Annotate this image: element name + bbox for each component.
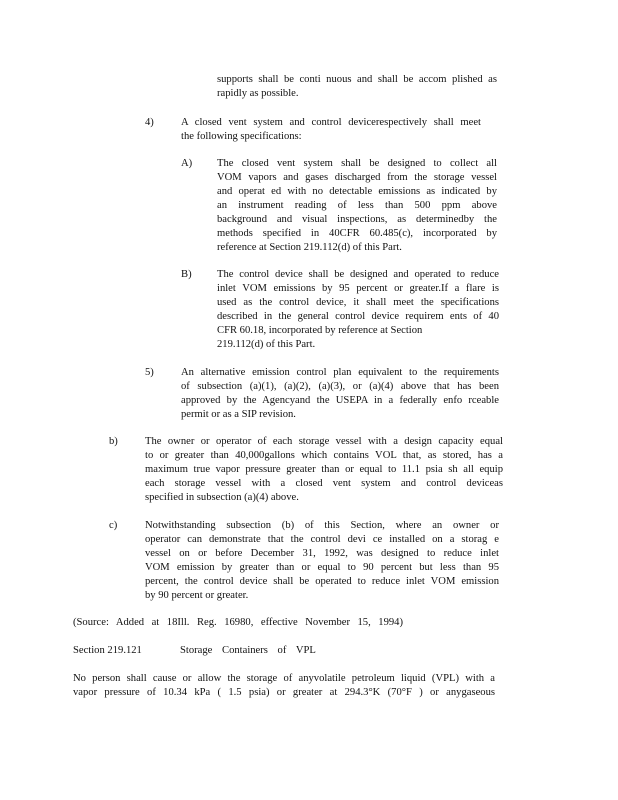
final-paragraph	[73, 672, 495, 700]
item-4-label: 4)	[145, 117, 154, 128]
text-line: the following specifications:	[181, 131, 302, 142]
text-line: The owner or operator of each storage vessel with a design capacity equal	[145, 436, 503, 447]
source-text: (Source: Added at 18Ill. Reg. 16980, effective November 15, 1994)	[73, 617, 403, 628]
text-line: VOM emission by greater than or equal to 90 percent but less than 95	[145, 562, 499, 573]
text-line: An alternative emission control plan equivalent to the requirements	[181, 367, 499, 378]
text-line: inlet VOM emissions by 95 percent or greater.If a flare is	[217, 283, 499, 294]
text-line: Notwithstanding subsection (b) of this Section, where an owner or	[145, 520, 499, 531]
text-line: VOM vapors and gases discharged from the storage vessel	[217, 172, 497, 183]
text-line: approved by the Agencyand the USEPA in a federally enfo rceable	[181, 395, 499, 406]
text-line: by 90 percent or greater.	[145, 590, 249, 601]
text-line: described in the general control device requirem ents of 40	[217, 311, 499, 322]
text-line: operator can demonstrate that the control devi ce installed on a storag e	[145, 534, 499, 545]
text-line: permit or as a SIP revision.	[181, 409, 296, 420]
item-4b-label: B)	[181, 269, 192, 280]
section-number: Section 219.121	[73, 645, 142, 656]
text-line: background and visual inspections, as determinedby the	[217, 214, 497, 225]
text-line: supports shall be conti nuous and shall be accom plished as	[217, 74, 497, 85]
text-line: an instrument reading of less than 500 ppm above	[217, 200, 497, 211]
item-5-text	[181, 366, 499, 422]
text-line: each storage vessel with a closed vent system and control deviceas	[145, 478, 503, 489]
text-line: reference at Section 219.112(d) of this Part.	[217, 242, 402, 253]
item-4-text	[181, 116, 481, 144]
item-4b-text	[217, 268, 499, 352]
text-line: A closed vent system and control devicerespectively shall meet	[181, 117, 481, 128]
text-line: of subsection (a)(1), (a)(2), (a)(3), or (a)(4) above that has been	[181, 381, 499, 392]
text-line: vapor pressure of 10.34 kPa ( 1.5 psia) or greater at 294.3°K (70°F ) or anygaseous	[73, 687, 495, 698]
text-line: The closed vent system shall be designed to collect all	[217, 158, 497, 169]
item-b-text	[145, 435, 503, 505]
text-line: 219.112(d) of this Part.	[217, 339, 316, 350]
item-b-label: b)	[109, 436, 118, 447]
text-line: to or greater than 40,000gallons which contains VOL that, as stored, has a	[145, 450, 503, 461]
section-title: Storage Containers of VPL	[180, 645, 316, 656]
continuation-text	[217, 73, 497, 101]
text-line: and operat ed with no detectable emissions as indicated by	[217, 186, 497, 197]
text-line: vessel on or before December 31, 1992, was designed to reduce inlet	[145, 548, 499, 559]
text-line: CFR 60.18, incorporated by reference at Section	[217, 325, 423, 336]
text-line: The control device shall be designed and operated to reduce	[217, 269, 499, 280]
text-line: No person shall cause or allow the storage of anyvolatile petroleum liquid (VPL) with a	[73, 673, 495, 684]
item-c-label: c)	[109, 520, 118, 531]
text-line: used as the control device, it shall meet the specifications	[217, 297, 499, 308]
text-line: maximum true vapor pressure greater than or equal to 11.1 psia sh all equip	[145, 464, 503, 475]
text-line: specified in subsection (a)(4) above.	[145, 492, 299, 503]
item-c-text	[145, 519, 499, 603]
source-note	[73, 616, 403, 630]
text-line: percent, the control device shall be operated to reduce inlet VOM emission	[145, 576, 499, 587]
item-5-label: 5)	[145, 367, 154, 378]
text-line: rapidly as possible.	[217, 88, 299, 99]
text-line: methods specified in 40CFR 60.485(c), incorporated by	[217, 228, 497, 239]
item-4a-text	[217, 157, 497, 255]
item-4a-label: A)	[181, 158, 193, 169]
